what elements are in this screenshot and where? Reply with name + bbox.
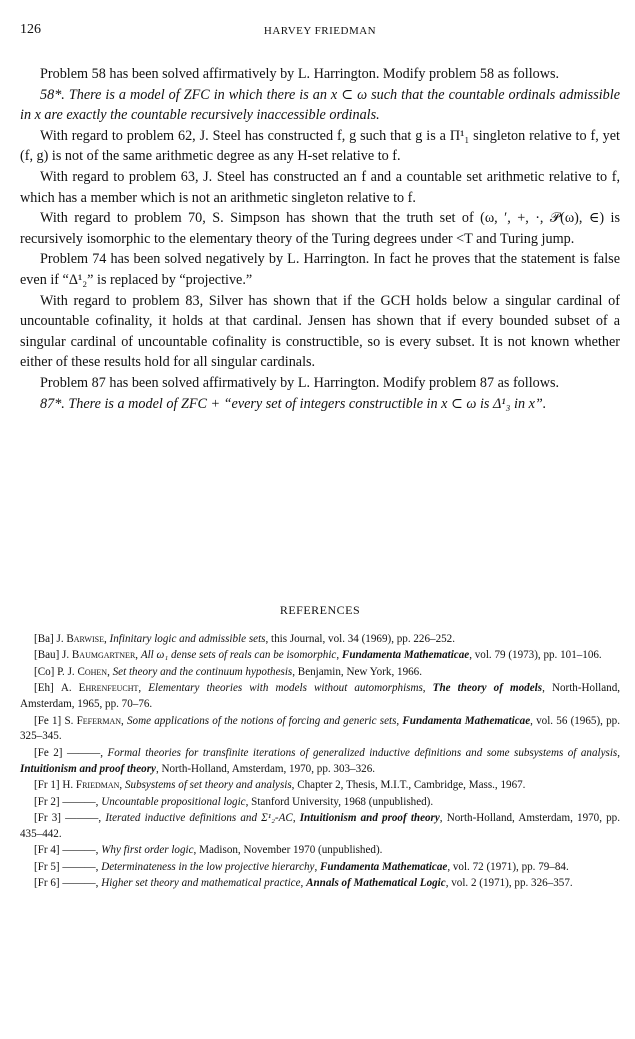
- reference-details: North-Holland, Amsterdam, 1970, pp. 303–326.: [161, 762, 376, 775]
- reference-key: [Fr 6]: [34, 877, 63, 890]
- running-header: [20, 22, 620, 42]
- paragraph: With regard to problem 63, J. Steel has constructed an f and a countable set arithmetic relative to f, which has a member which is not an arithmetic singleton relative to f.: [20, 168, 620, 206]
- references-heading: REFERENCES: [279, 603, 361, 617]
- reference-title: Elementary theories with models without automorphisms: [148, 682, 423, 695]
- reference-key: [Fr 3]: [34, 811, 66, 824]
- reference-entry: [Fr 1] H. Friedman, Subsystems of set theory and analysis, Chapter 2, Thesis, M.I.T., Cambridge, Mass., 1967.: [34, 779, 526, 792]
- page-number: 126: [20, 22, 41, 37]
- reference-author: J. Barwise: [56, 633, 104, 645]
- reference-details: vol. 72 (1971), pp. 79–84.: [452, 860, 569, 873]
- reference-details: vol. 2 (1971), pp. 326–357.: [451, 877, 573, 890]
- reference-author: A. Ehrenfeucht: [60, 682, 139, 695]
- reference-entry: [Fr 2] ———, Uncountable propositional logic, Stanford University, 1968 (unpublished).: [34, 795, 434, 808]
- reference-entry: [Eh] A. Ehrenfeucht, Elementary theories with models without automorphisms, The theory of models, North-Holland, Amsterdam, 1965, pp. 70–76.: [20, 682, 621, 711]
- reference-title: Determinateness in the low projective hierarchy: [101, 860, 315, 873]
- reference-venue: Fundamenta Mathematicae: [320, 860, 448, 873]
- reference-entry: [Fr 6] ———, Higher set theory and mathematical practice, Annals of Mathematical Logic, vol. 2 (1971), pp. 326–357.: [34, 877, 573, 890]
- reference-title: Formal theories for transfinite iterations of generalized inductive definitions and some subsystems of analysis: [107, 746, 618, 759]
- reference-venue: Intuitionism and proof theory: [299, 811, 440, 824]
- reference-entry: [Co] P. J. Cohen, Set theory and the continuum hypothesis, Benjamin, New York, 1966.: [34, 665, 422, 678]
- reference-title: Subsystems of set theory and analysis: [124, 779, 292, 792]
- reference-key: [Co]: [34, 665, 58, 678]
- reference-venue: Annals of Mathematical Logic: [306, 877, 446, 890]
- reference-details: Madison, November 1970 (unpublished).: [199, 844, 383, 857]
- reference-key: [Fr 1]: [34, 779, 63, 792]
- reference-details: North-Holland, Amsterdam, 1965, pp. 70–76.: [20, 682, 621, 711]
- reference-entry: [Ba] J. Barwise, Infinitary logic and admissible sets, this Journal, vol. 34 (1969), pp. 226–252.: [34, 633, 455, 645]
- reference-key: [Ba]: [34, 633, 57, 645]
- reference-venue: Fundamenta Mathematicae: [402, 714, 531, 727]
- reference-key: [Fe 1]: [34, 714, 65, 727]
- reference-title: Infinitary logic and admissible sets: [109, 633, 266, 645]
- reference-author: ———: [62, 844, 96, 857]
- running-title: HARVEY FRIEDMAN: [263, 25, 377, 37]
- reference-key: [Fe 2]: [34, 746, 67, 759]
- problem-statement: 58*. There is a model of ZFC in which there is an x ⊂ ω such that the countable ordinals admissible in x are exactly the countable recursively inaccessible ordinals.: [20, 86, 620, 124]
- paragraph: With regard to problem 62, J. Steel has constructed f, g such that g is a Π¹₁ singleton relative to f, yet (f, g) is not of the same arithmetic degree as any H-set relative to f.: [20, 127, 620, 165]
- reference-title: Higher set theory and mathematical practice: [101, 877, 301, 890]
- reference-title: Set theory and the continuum hypothesis: [112, 665, 293, 678]
- reference-key: [Eh]: [34, 682, 61, 695]
- reference-title: Iterated inductive definitions and Σ¹₂-AC: [105, 811, 293, 824]
- reference-key: [Fr 4]: [34, 844, 63, 857]
- reference-author: S. Feferman: [64, 714, 122, 727]
- reference-key: [Fr 5]: [34, 860, 63, 873]
- reference-author: ———: [62, 795, 96, 808]
- reference-author: H. Friedman: [62, 779, 120, 792]
- paragraph: Problem 74 has been solved negatively by L. Harrington. In fact he proves that the statement is false even if “Δ¹₂” is replaced by “projective.”: [20, 251, 620, 288]
- reference-venue: The theory of models: [432, 682, 543, 695]
- reference-title: Why first order logic: [101, 844, 194, 857]
- reference-venue: Fundamenta Mathematicae: [341, 649, 470, 662]
- reference-title: Uncountable propositional logic: [101, 795, 246, 808]
- paragraph: Problem 58 has been solved affirmatively by L. Harrington. Modify problem 58 as follows.: [40, 66, 560, 82]
- reference-title: Some applications of the notions of forcing and generic sets: [127, 714, 397, 727]
- reference-author: J. Baumgartner: [62, 649, 136, 662]
- reference-entry: [Bau] J. Baumgartner, All ω₁ dense sets of reals can be isomorphic, Fundamenta Mathematicae, vol. 79 (1973), pp. 101–106.: [34, 649, 602, 662]
- reference-author: ———: [66, 746, 101, 759]
- references-list: [20, 632, 620, 893]
- reference-author: P. J. Cohen: [57, 665, 108, 678]
- reference-entry: [Fe 1] S. Feferman, Some applications of the notions of forcing and generic sets, Fundamenta Mathematicae, vol. 56 (1965), pp. 325–345.: [20, 714, 620, 743]
- paragraph: With regard to problem 83, Silver has shown that if the GCH holds below a singular cardinal of uncountable cofinality, it holds at that cardinal. Jensen has shown that if every bounded subset of a singular cardinal of uncountable cofinality is constructible, so is every subset. It is not known whether either of these results hold for all singular cardinals.: [20, 292, 620, 371]
- reference-entry: [Fr 5] ———, Determinateness in the low projective hierarchy, Fundamenta Mathematicae, vol. 72 (1971), pp. 79–84.: [34, 860, 569, 873]
- reference-details: North-Holland, Amsterdam, 1970, pp. 435–442.: [20, 811, 620, 840]
- reference-details: this Journal, vol. 34 (1969), pp. 226–252.: [271, 633, 455, 645]
- paragraph: Problem 87 has been solved affirmatively by L. Harrington. Modify problem 87 as follows.: [40, 374, 560, 391]
- reference-venue: Intuitionism and proof theory: [20, 762, 156, 775]
- reference-entry: [Fr 4] ———, Why first order logic, Madison, November 1970 (unpublished).: [34, 844, 383, 857]
- reference-author: ———: [62, 877, 96, 890]
- reference-author: ———: [65, 811, 99, 824]
- reference-author: ———: [62, 860, 96, 873]
- reference-title: All ω₁ dense sets of reals can be isomorphic: [140, 649, 337, 662]
- paragraph: With regard to problem 70, S. Simpson has shown that the truth set of (ω, ′, +, ·, 𝒫(ω), ∈) is recursively isomorphic to the elementary theory of the Turing degrees under <T and Turing jump.: [20, 210, 620, 247]
- reference-details: Chapter 2, Thesis, M.I.T., Cambridge, Mass., 1967.: [297, 779, 526, 792]
- reference-details: vol. 56 (1965), pp. 325–345.: [20, 714, 620, 743]
- problem-statement: 87*. There is a model of ZFC + “every set of integers constructible in x ⊂ ω is Δ¹₃ in x”.: [40, 395, 547, 412]
- reference-entry: [Fe 2] ———, Formal theories for transfinite iterations of generalized inductive definitions and some subsystems of analysis, Intuitionism and proof theory, North-Holland, Amsterdam, 1970, pp. 303–326.: [20, 746, 620, 775]
- reference-details: Stanford University, 1968 (unpublished).: [251, 795, 434, 808]
- reference-key: [Fr 2]: [34, 795, 63, 808]
- reference-details: Benjamin, New York, 1966.: [297, 665, 422, 678]
- reference-key: [Bau]: [34, 649, 63, 662]
- reference-entry: [Fr 3] ———, Iterated inductive definitions and Σ¹₂-AC, Intuitionism and proof theory, North-Holland, Amsterdam, 1970, pp. 435–442.: [20, 811, 620, 840]
- body-text: [20, 64, 620, 414]
- reference-details: vol. 79 (1973), pp. 101–106.: [474, 649, 602, 662]
